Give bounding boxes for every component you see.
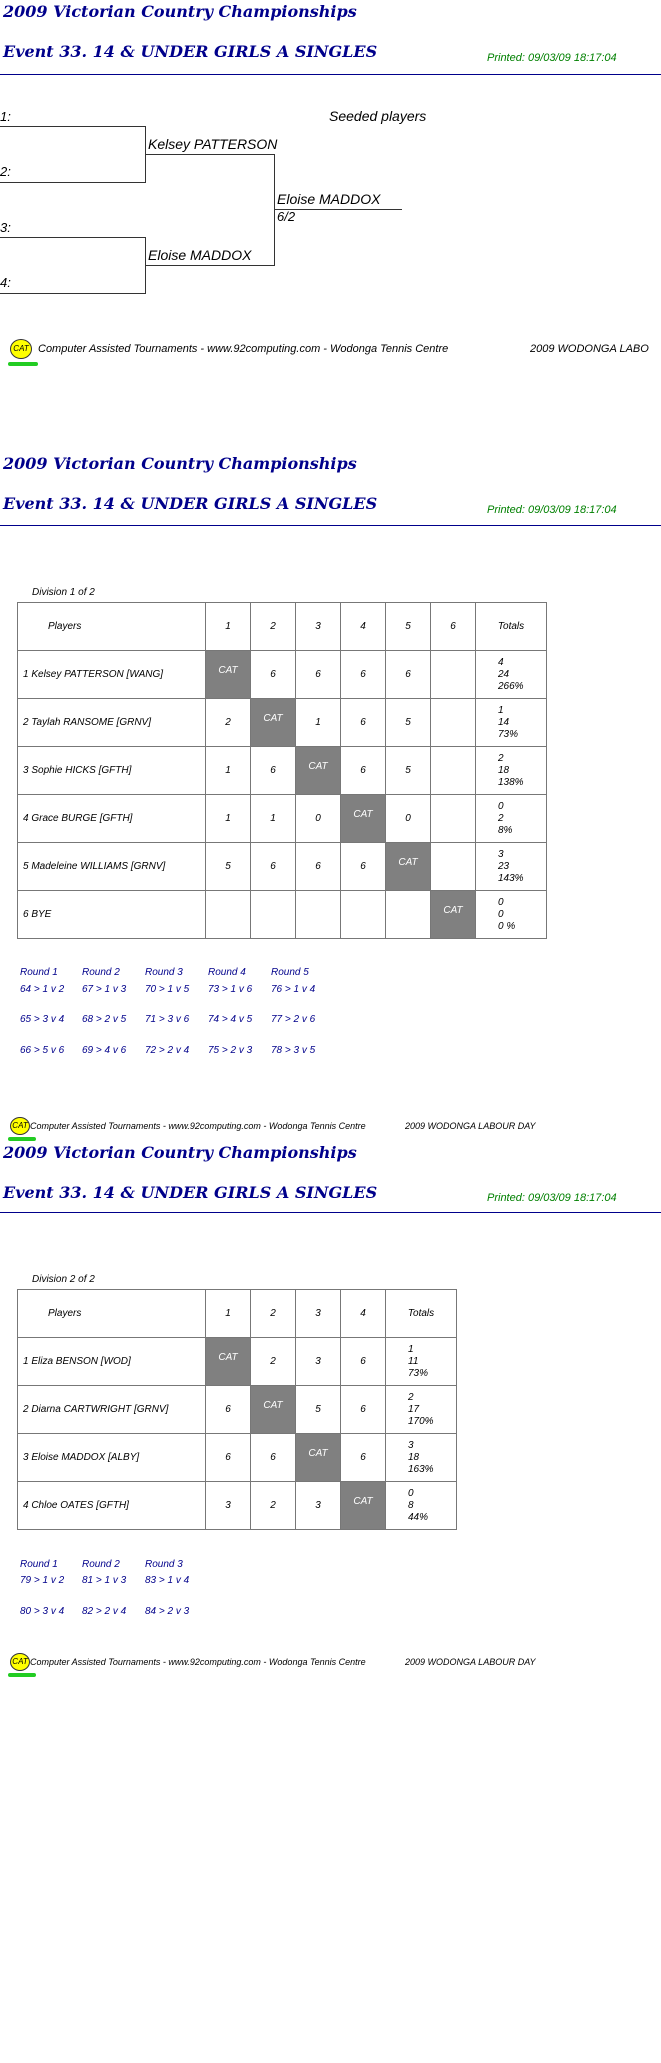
score-cell: 6: [341, 843, 386, 891]
totals-games: 18: [408, 1451, 420, 1463]
score-cell: 6: [251, 747, 296, 795]
table-row: [18, 1482, 457, 1530]
score-cell-cat: CAT: [251, 699, 296, 747]
col-header: 3: [296, 1290, 341, 1338]
round-label: Round 1: [20, 1559, 58, 1570]
score-cell-cat: CAT: [251, 1386, 296, 1434]
score-cell: [206, 891, 251, 939]
round-match: 71 > 3 v 6: [145, 1014, 190, 1025]
totals-wins: 0: [408, 1487, 414, 1499]
championship-title: 2009 Victorian Country Championships: [3, 2, 357, 21]
totals-wins: 3: [498, 848, 504, 860]
totals-cell: [386, 1386, 457, 1434]
draw-score: 6/2: [277, 209, 296, 224]
totals-games: 11: [408, 1355, 419, 1367]
totals-wins: 2: [498, 752, 504, 764]
round-match: 65 > 3 v 4: [20, 1014, 65, 1025]
score-cell-cat: CAT: [296, 747, 341, 795]
score-cell: 3: [296, 1482, 341, 1530]
round-match: 69 > 4 v 6: [82, 1045, 127, 1056]
footer-event: 2009 WODONGA LABO: [530, 343, 649, 355]
bracket-line: [0, 126, 145, 127]
event-title: Event 33. 14 & UNDER GIRLS A SINGLES: [3, 494, 378, 513]
totals-percent: 73%: [498, 728, 519, 740]
cat-logo-icon: CAT: [10, 339, 32, 359]
col-header: 4: [341, 1290, 386, 1338]
header-rule: [0, 525, 661, 526]
totals-percent: 73%: [408, 1367, 429, 1379]
score-cell: [431, 747, 476, 795]
event-title: Event 33. 14 & UNDER GIRLS A SINGLES: [3, 42, 378, 61]
score-cell: 6: [206, 1386, 251, 1434]
totals-cell: [476, 651, 547, 699]
score-cell: 1: [206, 747, 251, 795]
round-match: 67 > 1 v 3: [82, 984, 127, 995]
score-cell-cat: CAT: [431, 891, 476, 939]
draw-position-1: 1:: [0, 109, 11, 124]
round-match: 64 > 1 v 2: [20, 984, 65, 995]
totals-cell: [476, 891, 547, 939]
round-label: Round 1: [20, 967, 58, 978]
player-name: 2 Taylah RANSOME [GRNV]: [18, 699, 206, 747]
cat-logo-icon: CAT: [10, 1653, 30, 1671]
score-cell-cat: CAT: [341, 795, 386, 843]
score-cell: 2: [251, 1338, 296, 1386]
round-match: 66 > 5 v 6: [20, 1045, 65, 1056]
score-cell: 2: [206, 699, 251, 747]
footer-text: Computer Assisted Tournaments - www.92computing.com - Wodonga Tennis Centre: [30, 1121, 366, 1131]
score-cell: 6: [251, 843, 296, 891]
score-cell: 1: [296, 699, 341, 747]
table-row: [18, 843, 547, 891]
totals-cell: [386, 1338, 457, 1386]
round-match: 72 > 2 v 4: [145, 1045, 190, 1056]
totals-percent: 170%: [408, 1415, 434, 1427]
footer-event: 2009 WODONGA LABOUR DAY: [405, 1657, 536, 1667]
footer-text: Computer Assisted Tournaments - www.92computing.com - Wodonga Tennis Centre: [38, 343, 449, 355]
score-cell-cat: CAT: [296, 1434, 341, 1482]
col-header: 5: [386, 603, 431, 651]
score-cell: [341, 891, 386, 939]
draw-position-2: 2:: [0, 164, 11, 179]
score-cell: [431, 795, 476, 843]
player-name: 5 Madeleine WILLIAMS [GRNV]: [18, 843, 206, 891]
score-cell-cat: CAT: [341, 1482, 386, 1530]
championship-title: 2009 Victorian Country Championships: [3, 454, 357, 473]
player-name: 1 Kelsey PATTERSON [WANG]: [18, 651, 206, 699]
totals-percent: 143%: [498, 872, 524, 884]
event-title: Event 33. 14 & UNDER GIRLS A SINGLES: [3, 1183, 378, 1202]
score-cell: 6: [341, 651, 386, 699]
score-cell: 3: [206, 1482, 251, 1530]
score-cell: [251, 891, 296, 939]
round-match: 82 > 2 v 4: [82, 1606, 127, 1617]
totals-wins: 0: [498, 896, 504, 908]
table-row: [18, 747, 547, 795]
round-match: 78 > 3 v 5: [271, 1045, 316, 1056]
bracket-line: [145, 154, 274, 155]
totals-cell: [476, 795, 547, 843]
bracket-line: [0, 293, 145, 294]
score-cell: 6: [341, 1434, 386, 1482]
totals-cell: [476, 699, 547, 747]
col-header: 2: [251, 1290, 296, 1338]
players-header: Players: [18, 603, 206, 651]
score-cell: 0: [296, 795, 341, 843]
totals-games: 24: [498, 668, 510, 680]
totals-games: 8: [408, 1499, 414, 1511]
logo-underline: [8, 1137, 36, 1141]
totals-percent: 44%: [408, 1511, 429, 1523]
score-cell-cat: CAT: [206, 1338, 251, 1386]
logo-underline: [8, 1673, 36, 1677]
totals-header: Totals: [386, 1290, 457, 1338]
division2-table: [17, 1289, 457, 1530]
score-cell: 1: [251, 795, 296, 843]
championship-title: 2009 Victorian Country Championships: [3, 1143, 357, 1162]
score-cell: 1: [206, 795, 251, 843]
table-header-row: [18, 1290, 457, 1338]
score-cell-cat: CAT: [206, 651, 251, 699]
totals-wins: 4: [498, 656, 504, 668]
division1-table: [17, 602, 547, 939]
totals-games: 23: [498, 860, 510, 872]
round-match: 68 > 2 v 5: [82, 1014, 127, 1025]
totals-wins: 1: [498, 704, 504, 716]
cat-logo-icon: CAT: [10, 1117, 30, 1135]
draw-position-3: 3:: [0, 220, 11, 235]
round2-player-2: Eloise MADDOX: [148, 247, 252, 263]
table-row: [18, 1338, 457, 1386]
table-row: [18, 1386, 457, 1434]
score-cell: [296, 891, 341, 939]
totals-header: Totals: [476, 603, 547, 651]
score-cell: 2: [251, 1482, 296, 1530]
player-name: 3 Sophie HICKS [GFTH]: [18, 747, 206, 795]
score-cell: 6: [206, 1434, 251, 1482]
score-cell: 6: [251, 651, 296, 699]
score-cell: 6: [386, 651, 431, 699]
score-cell: [431, 651, 476, 699]
totals-cell: [476, 747, 547, 795]
totals-wins: 2: [408, 1391, 414, 1403]
round-match: 76 > 1 v 4: [271, 984, 316, 995]
totals-games: 18: [498, 764, 510, 776]
footer-event: 2009 WODONGA LABOUR DAY: [405, 1121, 536, 1131]
round-match: 79 > 1 v 2: [20, 1575, 65, 1586]
players-header: Players: [18, 1290, 206, 1338]
round-match: 81 > 1 v 3: [82, 1575, 127, 1586]
round-match: 74 > 4 v 5: [208, 1014, 253, 1025]
player-name: 4 Grace BURGE [GFTH]: [18, 795, 206, 843]
round2-player-1: Kelsey PATTERSON: [148, 136, 278, 152]
score-cell: 5: [386, 747, 431, 795]
player-name: 4 Chloe OATES [GFTH]: [18, 1482, 206, 1530]
totals-games: 14: [498, 716, 510, 728]
totals-cell: [386, 1434, 457, 1482]
totals-cell: [386, 1482, 457, 1530]
col-header: 6: [431, 603, 476, 651]
totals-percent: 8%: [498, 824, 513, 836]
round-label: Round 3: [145, 967, 183, 978]
table-row: [18, 795, 547, 843]
round-label: Round 5: [271, 967, 309, 978]
totals-wins: 0: [498, 800, 504, 812]
score-cell: 6: [341, 1386, 386, 1434]
score-cell: 6: [341, 1338, 386, 1386]
score-cell: [386, 891, 431, 939]
table-row: [18, 891, 547, 939]
player-name: 2 Diarna CARTWRIGHT [GRNV]: [18, 1386, 206, 1434]
score-cell: 6: [251, 1434, 296, 1482]
printed-timestamp: Printed: 09/03/09 18:17:04: [487, 504, 617, 516]
division-label: Division 1 of 2: [32, 587, 95, 598]
bracket-line: [0, 237, 145, 238]
score-cell: 6: [341, 747, 386, 795]
round-match: 70 > 1 v 5: [145, 984, 190, 995]
player-name: 1 Eliza BENSON [WOD]: [18, 1338, 206, 1386]
table-row: [18, 651, 547, 699]
score-cell: 6: [296, 651, 341, 699]
table-row: [18, 699, 547, 747]
draw-winner: Eloise MADDOX: [277, 191, 381, 207]
seeded-players-label: Seeded players: [329, 108, 427, 124]
player-name: 6 BYE: [18, 891, 206, 939]
round-match: 80 > 3 v 4: [20, 1606, 65, 1617]
table-row: [18, 1434, 457, 1482]
col-header: 4: [341, 603, 386, 651]
col-header: 1: [206, 603, 251, 651]
bracket-line: [145, 265, 274, 266]
score-cell: [431, 843, 476, 891]
score-cell: 5: [296, 1386, 341, 1434]
col-header: 1: [206, 1290, 251, 1338]
round-label: Round 2: [82, 1559, 120, 1570]
totals-percent: 163%: [408, 1463, 434, 1475]
totals-percent: 0 %: [498, 920, 516, 932]
header-rule: [0, 1212, 661, 1213]
score-cell: 5: [386, 699, 431, 747]
score-cell: 3: [296, 1338, 341, 1386]
bracket-line: [0, 182, 145, 183]
table-header-row: [18, 603, 547, 651]
totals-cell: [476, 843, 547, 891]
round-label: Round 3: [145, 1559, 183, 1570]
round-match: 77 > 2 v 6: [271, 1014, 316, 1025]
score-cell: 6: [341, 699, 386, 747]
logo-underline: [8, 362, 38, 366]
totals-wins: 1: [408, 1343, 414, 1355]
round-match: 73 > 1 v 6: [208, 984, 253, 995]
totals-games: 0: [498, 908, 504, 920]
printed-timestamp: Printed: 09/03/09 18:17:04: [487, 1192, 617, 1204]
score-cell: 5: [206, 843, 251, 891]
round-match: 83 > 1 v 4: [145, 1575, 190, 1586]
player-name: 3 Eloise MADDOX [ALBY]: [18, 1434, 206, 1482]
score-cell: 0: [386, 795, 431, 843]
round-match: 75 > 2 v 3: [208, 1045, 253, 1056]
round-match: 84 > 2 v 3: [145, 1606, 190, 1617]
draw-position-4: 4:: [0, 275, 11, 290]
bracket-line: [274, 154, 275, 266]
header-rule: [0, 74, 661, 75]
score-cell: 6: [296, 843, 341, 891]
totals-games: 17: [408, 1403, 420, 1415]
totals-percent: 266%: [498, 680, 524, 692]
totals-wins: 3: [408, 1439, 414, 1451]
round-label: Round 2: [82, 967, 120, 978]
totals-percent: 138%: [498, 776, 524, 788]
round-label: Round 4: [208, 967, 246, 978]
score-cell: [431, 699, 476, 747]
col-header: 3: [296, 603, 341, 651]
division-label: Division 2 of 2: [32, 1274, 95, 1285]
totals-games: 2: [498, 812, 504, 824]
footer-text: Computer Assisted Tournaments - www.92computing.com - Wodonga Tennis Centre: [30, 1657, 366, 1667]
col-header: 2: [251, 603, 296, 651]
score-cell-cat: CAT: [386, 843, 431, 891]
printed-timestamp: Printed: 09/03/09 18:17:04: [487, 52, 617, 64]
